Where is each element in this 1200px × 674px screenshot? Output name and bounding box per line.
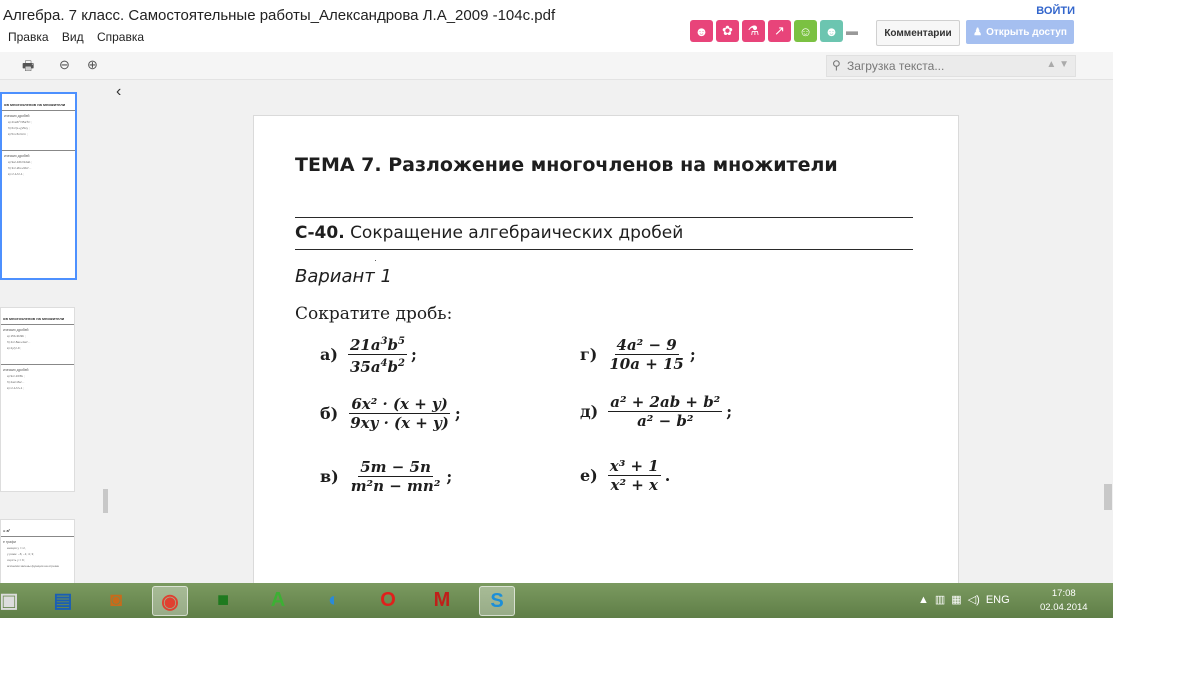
zoom-in-icon[interactable]: ⊕ — [87, 57, 98, 72]
task-text: Сократите дробь: — [295, 304, 453, 324]
fraction — [608, 393, 722, 430]
document-page — [253, 115, 959, 597]
divider — [295, 217, 913, 218]
user-icon: ♟ — [973, 26, 983, 38]
exercise-label: д) — [580, 402, 599, 421]
thumb-line: б) 3x²-2bx+9b²/… — [8, 166, 32, 170]
thumbnail-panel — [0, 80, 115, 583]
search-nav-arrows[interactable]: ▲ ▼ — [1046, 59, 1069, 70]
app-cat-icon[interactable]: ☻ — [820, 20, 843, 42]
punctuation: ; — [689, 345, 696, 364]
search-input[interactable] — [826, 55, 1076, 77]
app-owl-icon[interactable]: ☺ — [794, 20, 817, 42]
punctuation: ; — [446, 467, 453, 486]
numerator: a² + 2ab + b² — [610, 393, 721, 411]
exercise-d — [580, 336, 696, 373]
clock[interactable] — [1040, 587, 1088, 615]
exercise-label: е) — [580, 466, 598, 485]
thumb-line: в) 4y/y²-9 ; — [7, 346, 22, 350]
exercise-c — [320, 458, 452, 495]
exercise-f — [580, 457, 670, 494]
thumb-line: очрсть y = 9; — [7, 558, 25, 562]
signin-link[interactable]: ВОЙТИ — [1036, 5, 1075, 17]
denominator: 9xy · (x + y) — [350, 414, 449, 432]
numerator: x³ + 1 — [609, 457, 659, 475]
comments-button[interactable]: Комментарии — [876, 20, 960, 46]
app-pig-icon[interactable]: ✿ — [716, 20, 739, 42]
thumb-line: в) x³-1/x²-1 ; — [8, 172, 25, 176]
thumb-section: е графи — [1, 536, 74, 544]
volume-icon[interactable]: ◁) — [967, 594, 980, 606]
mcafee-icon[interactable]: M — [433, 588, 451, 611]
thumbnail-scrollbar[interactable] — [103, 489, 108, 513]
taskbar-app-icon[interactable]: ▣ — [0, 589, 19, 612]
thumb-line: а) 9a²-16b²/12ab ; — [8, 160, 33, 164]
opera-icon[interactable]: O — [380, 588, 396, 611]
thumb-line: б) 4x²-8ax+4a²/… — [7, 340, 31, 344]
system-tray — [918, 593, 1010, 606]
minecraft-icon[interactable]: ■ — [216, 588, 230, 611]
search-icon: ⚲ — [832, 58, 841, 72]
thumb-line: а) 9x²-16/8x ; — [7, 374, 25, 378]
exercise-label: г) — [580, 345, 598, 364]
collapse-panel-icon[interactable]: ‹ — [116, 83, 122, 100]
punctuation: ; — [726, 402, 733, 421]
windows-taskbar — [0, 583, 1113, 618]
fraction — [348, 333, 407, 376]
thumb-section: ических дробей — [1, 364, 74, 372]
taskbar-app-icon[interactable]: A — [270, 588, 286, 611]
divider — [295, 249, 913, 250]
numerator: $21a^3b^5$ — [348, 333, 407, 355]
section-title: Сокращение алгебраических дробей — [350, 223, 684, 243]
menu-view[interactable]: Вид — [61, 30, 84, 44]
numerator: 5m − 5n — [360, 458, 431, 476]
thumb-line: а) 21a³b⁵/35a⁴b² ; — [8, 120, 32, 124]
punctuation: ; — [454, 404, 461, 423]
section-code: С-40. — [295, 223, 345, 243]
menu-bar — [8, 30, 154, 44]
exercise-label: в) — [320, 467, 339, 486]
thumb-title: = a² — [3, 528, 11, 533]
app-beaker-icon[interactable]: ⚗ — [742, 20, 765, 42]
thumb-line: у рожн: −6; −1; 4; 3; — [7, 552, 34, 556]
thumb-line: енкция y = x², — [7, 546, 26, 550]
tray-arrow-icon[interactable]: ▲ — [918, 593, 929, 606]
thumb-section: ических дробей — [2, 110, 75, 118]
language-indicator[interactable]: ENG — [985, 593, 1010, 606]
thumb-line: агическм залены функции на отрезке — [7, 564, 60, 568]
denominator: 10a + 15 — [609, 355, 684, 373]
page-thumbnail-2[interactable] — [0, 307, 75, 492]
fraction — [607, 336, 685, 373]
print-icon[interactable]: 🖶 — [22, 58, 35, 73]
viewer-toolbar — [0, 52, 1113, 80]
exercise-a — [320, 333, 417, 376]
network-icon[interactable]: ▥ — [934, 594, 946, 606]
punctuation: . — [664, 466, 671, 485]
chat-icon[interactable]: ▬ — [846, 24, 858, 38]
skype-icon[interactable]: S — [479, 586, 515, 616]
app-face-icon[interactable]: ☻ — [690, 20, 713, 42]
exercise-label: б) — [320, 404, 339, 423]
topic-heading: ТЕМА 7. Разложение многочленов на множители — [295, 154, 838, 176]
header-bar — [0, 0, 1113, 52]
thumb-line: б) 6x²(x+y)/9xy ; — [8, 126, 30, 130]
stray-dot: · — [374, 255, 377, 265]
document-title: Алгебра. 7 класс. Самостоятельные работы_Александрова Л.А_2009 -104с.pdf — [3, 7, 556, 24]
thumb-title: ов многочленов на множители — [3, 316, 65, 321]
numerator: 6x² · (x + y) — [351, 395, 448, 413]
share-button-label: Открыть доступ — [986, 26, 1067, 38]
taskbar-app-icon[interactable]: ▤ — [53, 589, 73, 612]
page-thumbnail-1[interactable] — [0, 92, 77, 280]
share-button[interactable] — [966, 20, 1074, 44]
app-icons — [690, 20, 843, 42]
page-scrollbar[interactable] — [1104, 484, 1112, 510]
denominator: x² + x — [610, 476, 658, 494]
thumb-section: ических дробей — [2, 150, 75, 158]
exercise-e — [580, 393, 732, 430]
denominator: a² − b² — [637, 412, 694, 430]
search-placeholder: Загрузка текста... — [847, 59, 945, 73]
clock-date: 02.04.2014 — [1040, 602, 1088, 613]
fraction — [348, 395, 451, 432]
thumb-section: ических дробей — [1, 324, 74, 332]
section-heading — [295, 223, 683, 243]
denominator: m²n − mn² — [350, 477, 441, 495]
fraction — [349, 458, 443, 495]
page-thumbnail-3[interactable] — [0, 519, 75, 591]
numerator: 4a² − 9 — [616, 336, 677, 354]
clock-time: 17:08 — [1051, 588, 1076, 599]
zoom-out-icon[interactable]: ⊖ — [59, 57, 70, 72]
thumb-line: в) x²-1/x³+1 ; — [7, 386, 25, 390]
thumb-line: б) 2ax²-8a/… — [7, 380, 25, 384]
exercise-label: а) — [320, 345, 338, 364]
menu-edit[interactable]: Правка — [8, 30, 49, 44]
variant-heading: Вариант 1 — [295, 266, 392, 287]
fraction — [608, 457, 661, 494]
exercise-b — [320, 395, 461, 432]
thumb-line: а) 15b-3b/9b ; — [7, 334, 26, 338]
denominator: $35a^4b^2$ — [349, 358, 405, 376]
taskbar-app-icon[interactable]: ◙ — [109, 588, 123, 611]
punctuation: ; — [410, 345, 417, 364]
menu-help[interactable]: Справка — [96, 30, 145, 44]
chrome-icon[interactable]: ◉ — [152, 586, 188, 616]
thumb-line: в) 5m-5n/m²n ; — [8, 132, 28, 136]
thumb-title: ов многочленов на множители — [4, 102, 66, 107]
app-graph-icon[interactable]: ↗ — [768, 20, 791, 42]
device-icon[interactable]: ▦ — [951, 594, 962, 606]
taskbar-app-icon[interactable]: ◐ — [327, 588, 341, 611]
